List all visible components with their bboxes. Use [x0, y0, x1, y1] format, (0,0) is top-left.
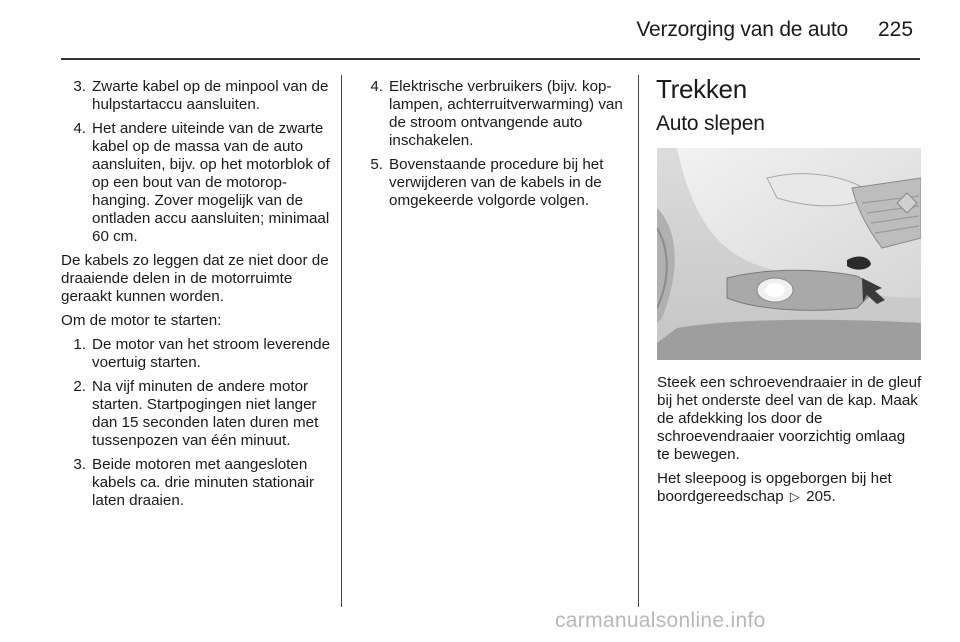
- paragraph-text: Het sleepoog is opgeborgen bij het boordgereedschap: [657, 470, 892, 505]
- list-item: [358, 156, 623, 210]
- list-number: 3.: [73, 456, 86, 473]
- list-text: Zwarte kabel op de minpool van de hulpstartaccu aansluiten.: [92, 78, 329, 113]
- start-steps-list: [61, 336, 331, 510]
- section-heading: Trekken: [656, 74, 747, 104]
- page-reference-link[interactable]: 205.: [806, 488, 836, 505]
- list-number: 5.: [370, 156, 383, 173]
- list-item: [61, 120, 331, 246]
- column-3: [657, 74, 922, 512]
- watermark: carmanualsonline.info: [555, 609, 766, 632]
- list-item: [61, 456, 331, 510]
- list-text: Elektrische verbruikers (bijv. koplampen, achterruitverwarming) van de stroom ontvangende auto inschakelen.: [389, 78, 623, 149]
- column-1: [61, 78, 331, 516]
- list-item: [61, 378, 331, 450]
- section-subheading: Auto slepen: [656, 112, 765, 135]
- header-divider: [61, 58, 920, 60]
- paragraph-reference: [657, 470, 922, 506]
- paragraph: Steek een schroevendraaier in de gleuf bij het onderste deel van de kap. Maak de afdekking los door de schroevendraaier voorzichtig omlaag te bewegen.: [657, 374, 922, 463]
- list-number: 4.: [73, 120, 86, 137]
- page-number: 225: [878, 18, 914, 41]
- list-text: De motor van het stroom leverende voertuig starten.: [92, 336, 331, 371]
- list-number: 2.: [73, 378, 86, 395]
- list-text: Na vijf minuten de andere motor starten. Startpogingen niet langer dan 15 seconden laten duren met tussenpozen van één minuut.: [92, 378, 319, 449]
- list-item: [61, 78, 331, 114]
- list-text: Beide motoren met aangesloten kabels ca. drie minuten stationair laten draaien.: [92, 456, 315, 509]
- column-divider-2: [638, 75, 639, 607]
- list-number: 3.: [73, 78, 86, 95]
- header-title: Verzorging van de auto: [636, 18, 848, 41]
- column-2: [358, 78, 623, 216]
- list-item: [61, 336, 331, 372]
- column-divider-1: [341, 75, 342, 607]
- page-reference-arrow-icon: ▷: [789, 489, 800, 504]
- paragraph: Om de motor te starten:: [61, 312, 222, 329]
- tow-eye-cover-illustration: [657, 148, 921, 360]
- list-item: [358, 78, 623, 150]
- list-number: 4.: [370, 78, 383, 95]
- list-text: Bovenstaande procedure bij het verwijderen van de kabels in de omgekeerde volgorde volgen.: [389, 156, 604, 209]
- paragraph: De kabels zo leggen dat ze niet door de draaiende delen in de motorruimte geraakt kunnen worden.: [61, 252, 329, 305]
- list-number: 1.: [73, 336, 86, 353]
- list-text: Het andere uiteinde van de zwarte kabel op de massa van de auto aansluiten, bijv. op het motorblok of op een bout van de motorophanging. Zover mogelijk van de ontladen accu aansluiten; minimaal 60 cm.: [92, 120, 330, 245]
